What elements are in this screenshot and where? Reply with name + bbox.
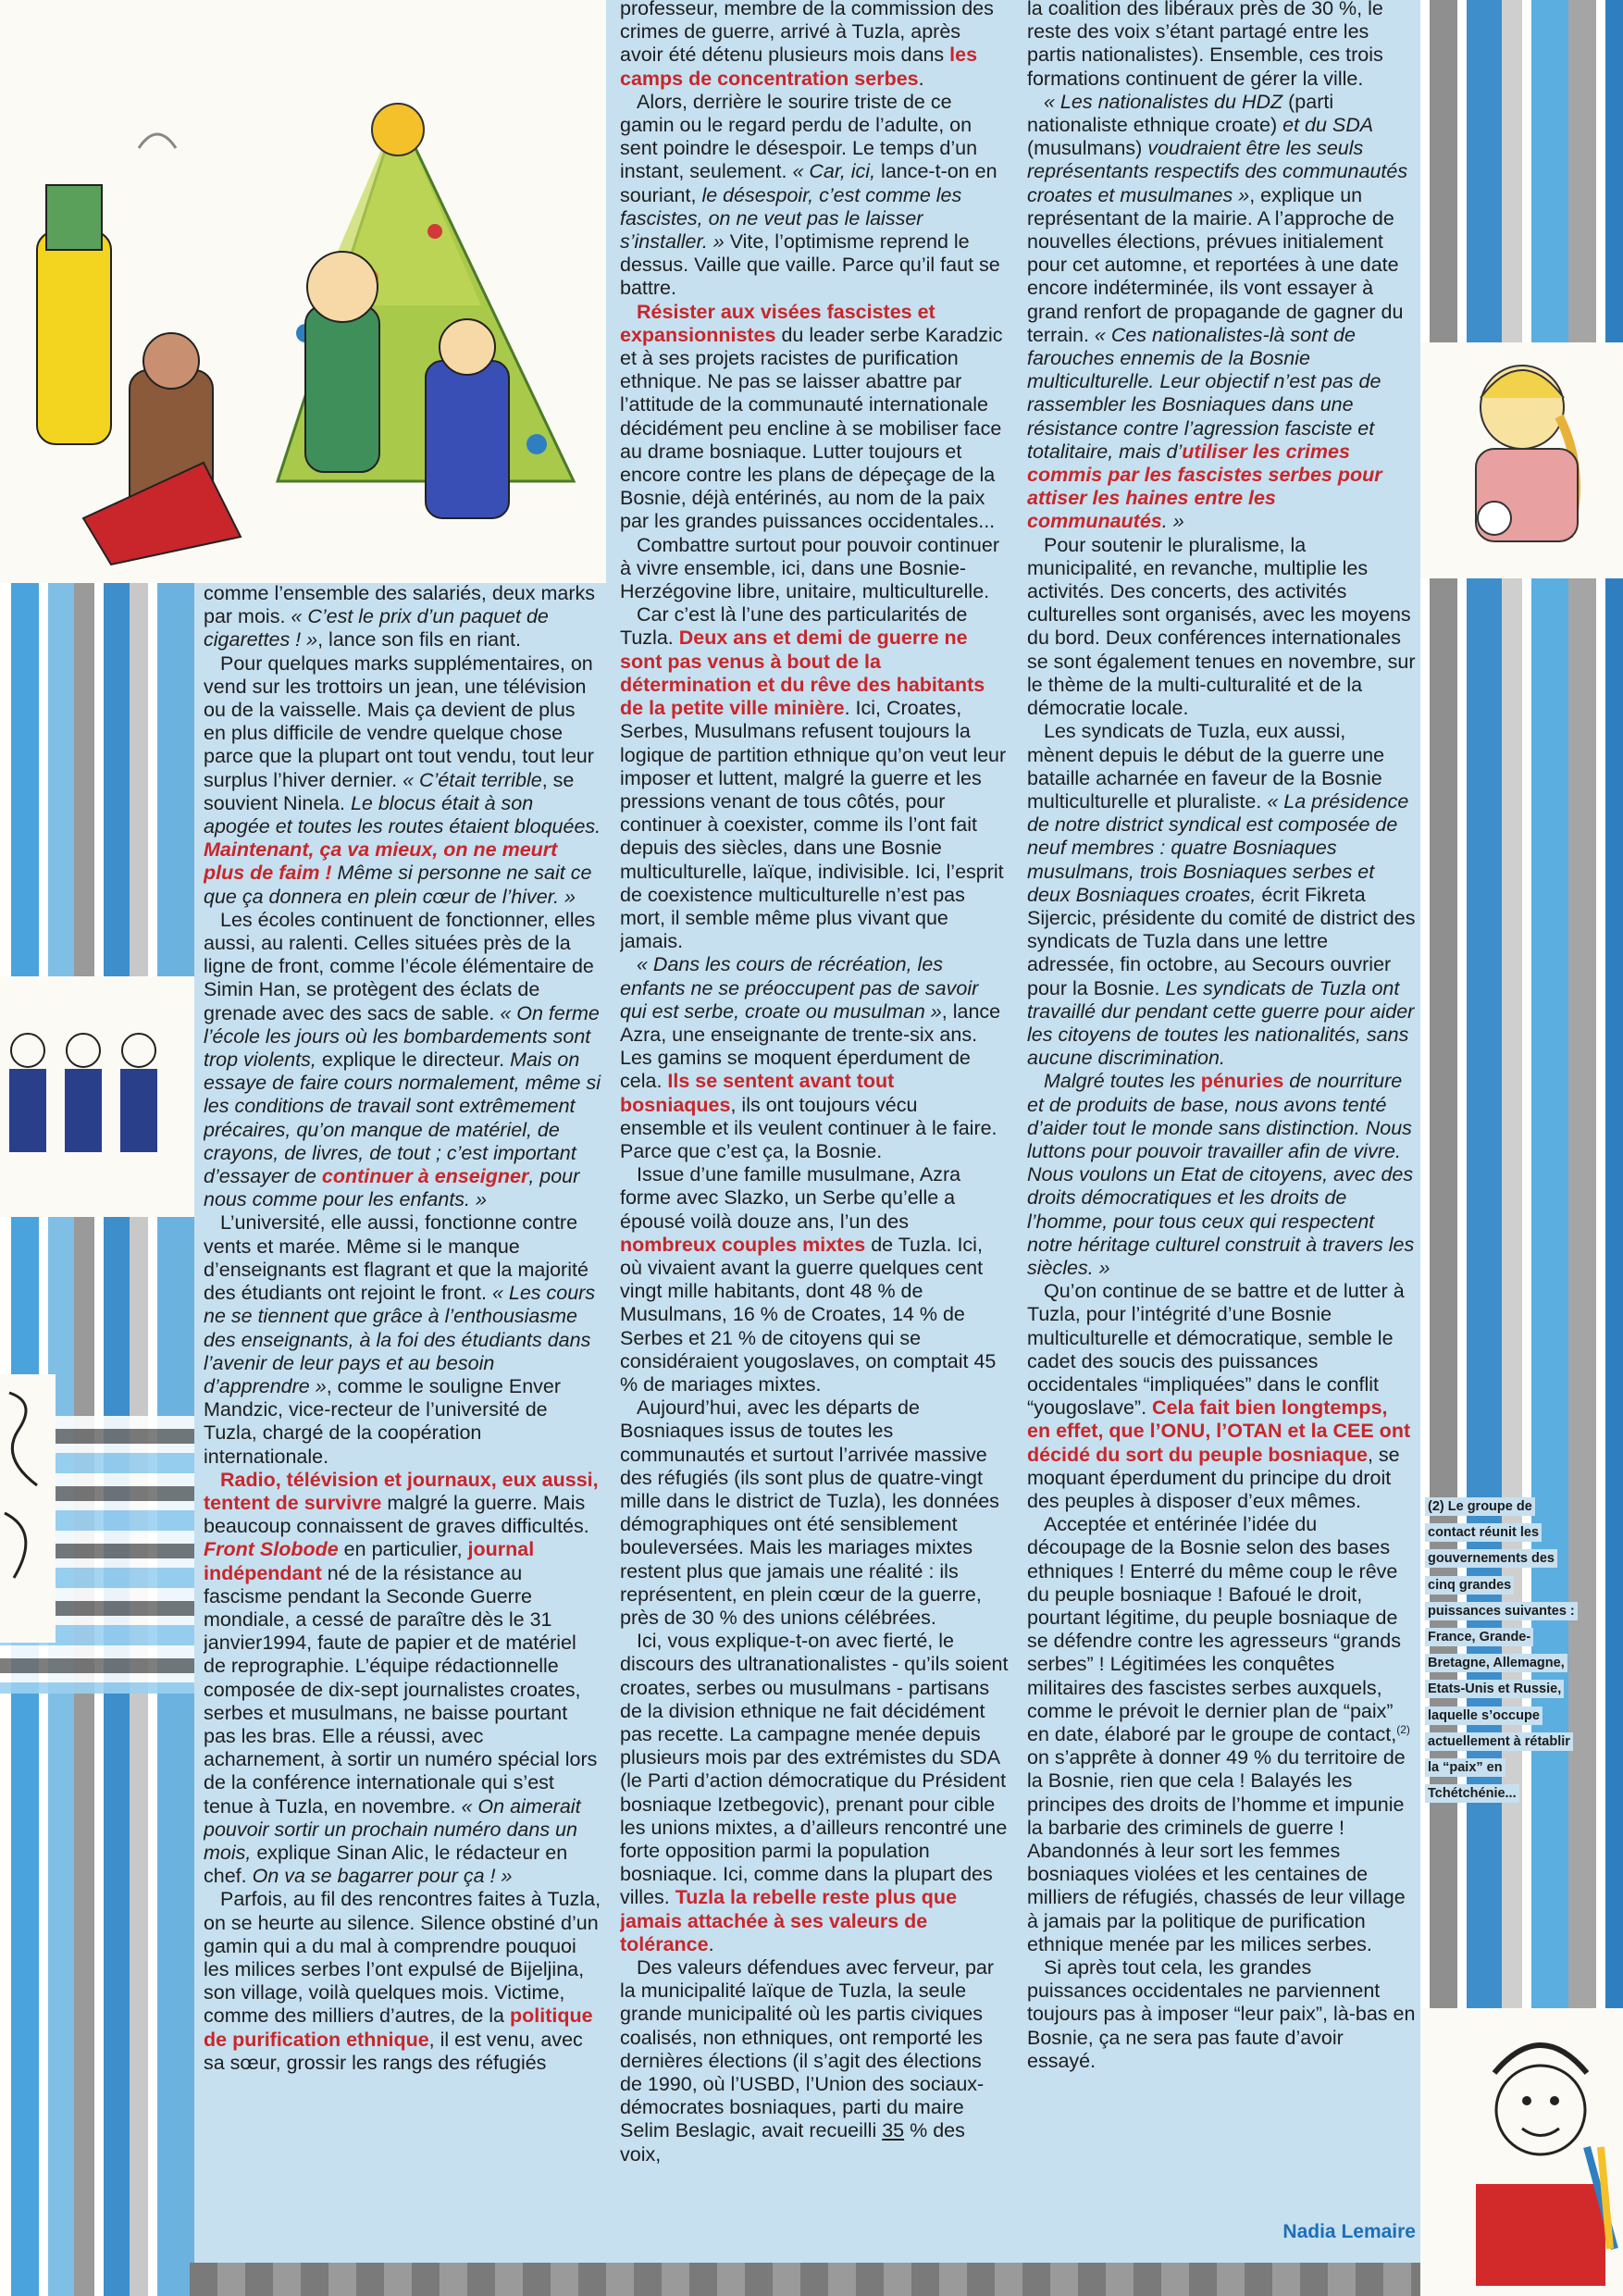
highlight: Ils se sentent avant tout bosniaques xyxy=(620,1070,895,1116)
paragraph: L’université, elle aussi, fonctionne contre vents et marée. Même si le manque d’enseignants est flagrant et que la majorité des étudiants ont rejoint le front. « Les cours ne se tiennent que grâce à l’enthousiasme des enseignants, à la foi des étudiants dans l’avenir de leur pays et au besoin d’apprendre », comme le souligne Enver Mandzic, vice-recteur de l’université de Tuzla, chargé de la coopération internationale. xyxy=(204,1211,596,1468)
footnote-line: (2) Le groupe de xyxy=(1425,1497,1535,1516)
author-signature: Nadia Lemaire xyxy=(1282,2221,1416,2242)
paragraph: Les écoles continuent de fonctionner, elles aussi, au ralenti. Celles situées près de la ligne de front, comme l’école élémentaire de Simin Han, se protègent des éclats de grenade avec des sacs de sable. « On ferme l’école les jours où les bombardements sont trop violents, explique le directeur. Mais on essaye de faire cours normalement, même si les conditions de travail sont extrêmement précaires, qu’on manque de matériel, de crayons, de livres, de tout ; c’est important d’essayer de continuer à enseigner, pour nous comme pour les enfants. » xyxy=(204,908,601,1211)
highlight: Résister aux visées fascistes et expansionnistes xyxy=(620,300,935,346)
footnote-line: Bretagne, Allemagne, xyxy=(1425,1654,1567,1672)
highlight: Cela fait bien longtemps, en effet, que l’ONU, l’OTAN et la CEE ont décidé du sort du peuple bosniaque xyxy=(1027,1396,1411,1466)
christmas-tree-drawing-icon xyxy=(0,0,606,583)
footnote-line: la “paix” en xyxy=(1425,1758,1505,1777)
paragraph: Malgré toutes les pénuries de nourriture et de produits de base, nous avons tenté d’aider tout le monde sans distinction. Nous luttons pour pouvoir travailler afin de vivre. Nous voulons un Etat de citoyens, avec des droits démocratiques et les droits de l’homme, pour tous ceux qui respectent notre héritage culturel construit à travers les siècles. » xyxy=(1027,1070,1415,1279)
paragraph: Issue d’une famille musulmane, Azra forme avec Slazko, un Serbe qu’elle a épousé voilà douze ans, l’un des nombreux couples mixtes de Tuzla. Ici, où vivaient avant la guerre quelques cent vingt mille habitants, dont 48 % de Musulmans, 16 % de Croates, 14 % de Serbes et 21 % de citoyens qui se considéraient yougoslaves, on comptait 45 % de mariages mixtes. xyxy=(620,1163,997,1396)
paragraph: « Dans les cours de récréation, les enfants ne se préoccupent pas de savoir qui est serbe, croate ou musulman », lance Azra, une enseignante de trente-six ans. Les gamins se moquent éperdument de cela. Ils se sentent avant tout bosniaques, ils ont toujours vécu ensemble et ils veulent continuer à le faire. Parce que c’est ça, la Bosnie. xyxy=(620,953,1001,1162)
paragraph: Des valeurs défendues avec ferveur, par la municipalité laïque de Tuzla, la seule grande municipalité où les partis civiques coalisés, non ethniques, ont remporté les dernières élections (il s’agit des élections de 1990, où l’USBD, l’Union des sociaux-démocrates bosniaques, parti du maire Selim Beslagic, avait recueilli 35 % des voix, xyxy=(620,1956,995,2166)
paragraph: Ici, vous explique-t-on avec fierté, le discours des ultranationalistes - qu’ils soient croates, serbes ou musulmans - partisans de la division ethnique ne fait décidément pas recette. La campagne menée depuis plusieurs mois par des extrémistes du SDA (le Parti d’action démocratique du Président bosniaque Izetbegovic), prenant pour cible les unions mixtes, a d’ailleurs rencontré une forte opposition parmi la population bosniaque. Ici, comme dans la plupart des villes. Tuzla la rebelle reste plus que jamais attachée à ses valeurs de tolérance. xyxy=(620,1630,1009,1955)
paragraph: Radio, télévision et journaux, eux aussi, tentent de survivre malgré la guerre. Mais beaucoup connaissent de graves difficultés. Front Slobode en particulier, journal indépendant né de la résistance au fascisme pendant la Seconde Guerre mondiale, a cessé de paraître dès le 31 janvier1994, faute de papier et de matériel de reprographie. L’équipe rédactionnelle composée de dix-sept journalistes croates, serbes et musulmans, ne baisse pourtant pas les bras. Elle a réussi, avec acharnement, à sortir un numéro spécial lors de la conférence internationale qui s’est tenue à Tuzla, en novembre. « On aimerait pouvoir sortir un prochain numéro dans un mois, explique Sinan Alic, le rédacteur en chef. On va se bagarrer pour ça ! » xyxy=(204,1468,599,1888)
paragraph: Combattre surtout pour pouvoir continuer à vivre ensemble, ici, dans une Bosnie-Herzégovine libre, unitaire, multiculturelle. xyxy=(620,533,999,603)
article-column-1 xyxy=(204,582,601,2259)
footnote-ref: (2) xyxy=(1396,1722,1410,1736)
footnote-line: cinq grandes xyxy=(1425,1576,1514,1595)
paragraph: Car c’est là l’une des particularités de Tuzla. Deux ans et demi de guerre ne sont pas venus à bout de la détermination et du rêve des habitants de la petite ville minière. Ici, Croates, Serbes, Musulmans refusent toujours la logique de partition ethnique qu’on veut leur imposer et luttent, malgré la guerre et les pressions venant de tous côtés, pour continuer à coexister, comme ils l’ont fait depuis des siècles, dans une Bosnie multiculturelle, laïque, indivisible. Ici, l’esprit de coexistence multiculturelle n’est pas mort, il semble même plus vivant que jamais. xyxy=(620,603,1007,953)
article-column-3 xyxy=(1027,0,1416,2259)
highlight: continuer à enseigner xyxy=(321,1165,529,1188)
paragraph: Aujourd’hui, avec les départs de Bosniaques issus de toutes les communautés et surtout l’arrivée massive des réfugiés (ils sont plus de quatre-vingt mille dans le district de Tuzla), les données démographiques ont été sensiblement bouleversées. Mais les mariages mixtes restent plus que jamais une réalité : ils représentent, en plein cœur de la guerre, près de 30 % des unions célébrées. xyxy=(620,1396,999,1630)
footnote-line: puissances suivantes : xyxy=(1425,1602,1578,1620)
bicycle-sketch-icon xyxy=(0,1374,56,1643)
footnote-line: gouvernements des xyxy=(1425,1549,1557,1568)
highlight: politique de purification ethnique xyxy=(204,2004,593,2051)
bottom-stripe-band xyxy=(190,2263,1420,2296)
highlight: utiliser les crimes commis par les fascistes serbes pour attiser les haines entre les communautés xyxy=(1027,440,1382,533)
children-group-drawing-icon xyxy=(0,976,194,1217)
paragraph: Acceptée et entérinée l’idée du découpage de la Bosnie selon des bases ethniques ! Enterré du même coup le rêve du peuple bosniaque ! Bafoué le droit, pourtant légitime, du peuple bosniaque de se défendre contre les agresseurs “grands serbes” ! Légitimées les conquêtes militaires des fascistes serbes auxquels, comme le prévoit le dernier plan de “paix” en date, élaboré par le groupe de contact,$^{(2)}$ on s’apprête à donner 49 % du territoire de la Bosnie, rien que cela ! Balayés les principes des droits de l’homme et impunie la barbarie des criminels de guerre ! Abandonnés à leur sort les femmes bosniaques violées et les centaines de milliers de réfugiés, chassés de leur village à jamais par la politique de purification ethnique menée par les milices serbes. xyxy=(1027,1513,1410,1955)
paragraph: Parfois, au fil des rencontres faites à Tuzla, on se heurte au silence. Silence obstiné d’un gamin qui a du mal à comprendre pouquoi les milices serbes l’ont expulsé de Bijeljina, son village, voilà quelques mois. Victime, comme des milliers d’autres, de la politique de purification ethnique, il est venu, avec sa sœur, grossir les rangs des réfugiés xyxy=(204,1888,601,2074)
highlight: Front Slobode xyxy=(204,1538,339,1561)
highlight: pénuries xyxy=(1200,1070,1284,1093)
highlight: Maintenant, ça va mieux, on ne meurt plus de faim ! xyxy=(204,838,558,885)
paragraph: Qu’on continue de se battre et de lutter à Tuzla, pour l’intégrité d’une Bosnie multiculturelle et démocratique, semble le cadet des soucis des puissances occidentales “impliquées” dans le conflit “yougoslave”. Cela fait bien longtemps, en effet, que l’ONU, l’OTAN et la CEE ont décidé du sort du peuple bosniaque, se moquant éperdument du principe du droit des peuples à disposer d’eux mêmes. xyxy=(1027,1280,1411,1512)
girl-with-braids-drawing-icon xyxy=(1420,342,1623,578)
highlight: Radio, télévision et journaux, eux aussi, tentent de survivre xyxy=(204,1468,599,1514)
paragraph: Les syndicats de Tuzla, eux aussi, mènent depuis le début de la guerre une bataille acharnée en faveur de la Bosnie multiculturelle et pluraliste. « La présidence de notre district syndical est composée de neuf membres : quatre Bosniaques musulmans, trois Bosniaques serbes et deux Bosniaques croates, écrit Fikreta Sijercic, présidente du comité de district des syndicats de Tuzla dans une lettre adressée, fin octobre, au Secours ouvrier pour la Bosnie. Les syndicats de Tuzla ont travaillé dur pendant cette guerre pour aider les citoyens de toutes les nationalités, sans aucune discrimination. xyxy=(1027,720,1416,1070)
paragraph: Si après tout cela, les grandes puissances occidentales ne parviennent toujours pas à imposer “leur paix”, là-bas en Bosnie, ça ne sera pas faute d’avoir essayé. xyxy=(1027,1956,1416,2072)
paragraph: Pour quelques marks supplémentaires, on vend sur les trottoirs un jean, une télévision ou de la vaisselle. Mais ça devient de plus en plus difficile de vendre quelque chose parce que la plupart ont tout vendu, tout leur surplus l’hiver dernier. « C’était terrible, se souvient Ninela. Le blocus était à son apogée et toutes les routes étaient bloquées. Maintenant, ça va mieux, on ne meurt plus de faim ! Même si personne ne sait ce que ça donnera en plein cœur de l’hiver. » xyxy=(204,652,601,908)
footnote xyxy=(1425,1494,1582,1806)
paragraph: Pour soutenir le pluralisme, la municipalité, en revanche, multiplie les activités. Des concerts, des activités culturelles sont organisés, avec les moyens du bord. Deux conférences internationales se sont également tenues en novembre, sur le thème de la multi-culturalité et de la démocratie locale. xyxy=(1027,533,1416,720)
highlight: Deux ans et demi de guerre ne sont pas venus à bout de la détermination et du rêve des habitants de la petite ville minière xyxy=(620,627,985,720)
footnote-line: contact réunit les xyxy=(1425,1523,1542,1542)
footnote-line: Tchétchénie... xyxy=(1425,1784,1519,1803)
footnote-line: Etats-Unis et Russie, xyxy=(1425,1680,1564,1698)
child-faces-drawing-icon xyxy=(1420,2008,1623,2296)
paragraph: la coalition des libéraux près de 30 %, le reste des voix s’étant partagé entre les partis nationalistes). Ensemble, ces trois formations continuent de gérer la ville. xyxy=(1027,0,1383,90)
highlight: les camps de concentration serbes xyxy=(620,43,978,90)
paragraph: professeur, membre de la commission des crimes de guerre, arrivé à Tuzla, après avoir été détenu plusieurs mois dans les camps de concentration serbes. xyxy=(620,0,994,90)
footnote-line: laquelle s’occupe xyxy=(1425,1706,1542,1725)
footnote-line: France, Grande- xyxy=(1425,1628,1533,1646)
highlight: Tuzla la rebelle reste plus que jamais attachée à ses valeurs de tolérance xyxy=(620,1886,958,1955)
article-column-2 xyxy=(620,0,1009,2259)
footnote-line: actuellement à rétablir xyxy=(1425,1732,1573,1751)
paragraph: Résister aux visées fascistes et expansionnistes du leader serbe Karadzic et à ses projets racistes de purification ethnique. Ne pas se laisser abattre par l’attitude de la communauté internationale décidément peu encline à se mobiliser face au drame bosniaque. Lutter toujours et encore contre les plans de dépeçage de la Bosnie, déjà entérinés, au nom de la paix par les grandes puissances occidentales... xyxy=(620,300,1003,533)
highlight: journal indépendant xyxy=(204,1538,535,1584)
highlight: nombreux couples mixtes xyxy=(620,1233,866,1256)
paragraph: « Les nationalistes du HDZ (parti nationaliste ethnique croate) et du SDA (musulmans) voudraient être les seuls représentants respectifs des communautés croates et musulmanes », explique un représentant de la mairie. A l’approche de nouvelles élections, prévues initialement pour cet automne, et reportées à une date encore indéterminée, ils vont essayer à grand renfort de propagande de gagner du terrain. « Ces nationalistes-là sont de farouches ennemis de la Bosnie multiculturelle. Leur objectif n’est pas de rassembler les Bosniaques dans une résistance contre l’agression fasciste et totalitaire, mais d’utiliser les crimes commis par les fascistes serbes pour attiser les haines entre les communautés. » xyxy=(1027,90,1408,533)
paragraph: Alors, derrière le sourire triste de ce gamin ou le regard perdu de l’adulte, on sent poindre le désespoir. Le temps d’un instant, seulement. « Car, ici, lance-t-on en souriant, le désespoir, c’est comme les fascistes, on ne veut pas le laisser s’installer. » Vite, l’optimisme reprend le dessus. Vaille que vaille. Parce qu’il faut se battre. xyxy=(620,90,1000,300)
paragraph: comme l’ensemble des salariés, deux marks par mois. « C’est le prix d’un paquet de cigarettes ! », lance son fils en riant. xyxy=(204,582,595,652)
